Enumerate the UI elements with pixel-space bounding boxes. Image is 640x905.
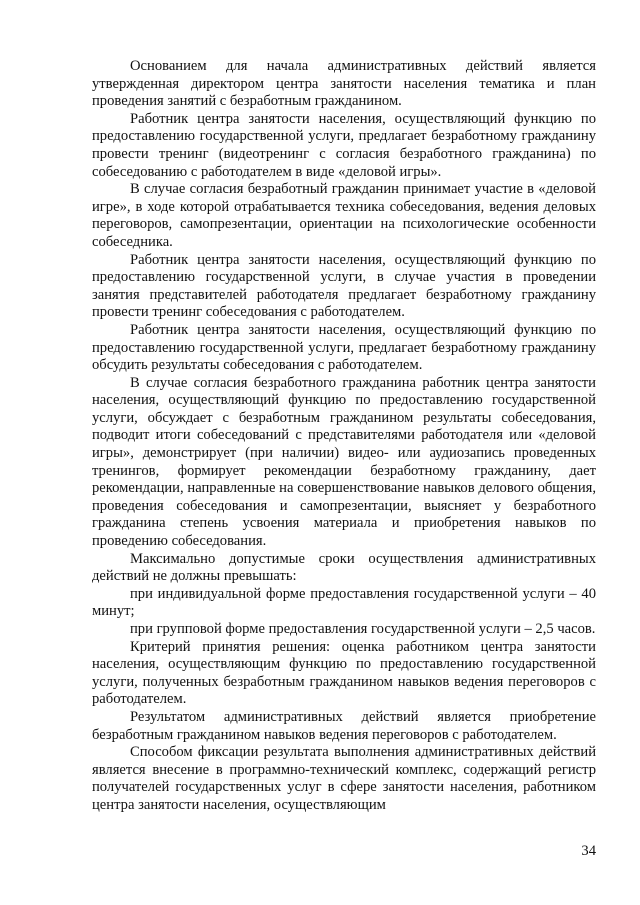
paragraph-consent-discussion: В случае согласия безработного гражданина работник центра занятости населения, осуществляющий функцию по предоставлению государственной услуги, обсуждает с безработным гражданином результаты собеседования, подводит итоги собеседований с представителями работодателя или «деловой игры», демонстрирует (при наличии) видео- или аудиозапись проведенных тренингов, формирует рекомендации безработному гражданину, дает рекомендации, направленные на совершенствование навыков делового общения, проведения собеседования и самопрезентации, выясняет у безработного гражданина степень усвоения материала и приобретения навыков по проведению собеседования. (92, 374, 596, 550)
paragraph-max-duration: Максимально допустимые сроки осуществления административных действий не должны превышать: (92, 550, 596, 585)
paragraph-offer-training: Работник центра занятости населения, осуществляющий функцию по предоставлению государственной услуги, предлагает безработному гражданину провести тренинг (видеотренинг с согласия безработного гражданина) по собеседованию с работодателем в виде «деловой игры». (92, 110, 596, 180)
document-body (92, 58, 596, 815)
paragraph-individual-form: при индивидуальной форме предоставления государственной услуги – 40 минут; (92, 585, 596, 620)
paragraph-basis: Основанием для начала административных действий является утвержденная директором центра занятости населения тематика и план проведения занятий с безработным гражданином. (92, 58, 596, 110)
paragraph-employer-representatives: Работник центра занятости населения, осуществляющий функцию по предоставлению государственной услуги, в случае участия в проведении занятия представителей работодателя предлагает безработному гражданину провести тренинг собеседования с работодателем. (92, 251, 596, 321)
paragraph-group-form: при групповой форме предоставления государственной услуги – 2,5 часов. (130, 621, 596, 637)
paragraph-decision-criterion: Критерий принятия решения: оценка работником центра занятости населения, осуществляющим функцию по предоставлению государственной услуги, полученных безработным гражданином навыков ведения переговоров с работодателем. (92, 638, 596, 708)
paragraph-result: Результатом административных действий является приобретение безработным гражданином навыков ведения переговоров с работодателем. (92, 708, 596, 743)
paragraph-recording-method: Способом фиксации результата выполнения административных действий является внесение в программно-технический комплекс, содержащий регистр получателей государственных услуг в сфере занятости населения, работником центра занятости населения, осуществляющим (92, 744, 596, 813)
page-number: 34 (581, 843, 596, 859)
paragraph-business-game: В случае согласия безработный гражданин принимает участие в «деловой игре», в ходе которой отрабатывается техника собеседования, ведения деловых переговоров, самопрезентации, ориентации на психологические особенности собеседника. (92, 181, 596, 250)
paragraph-discuss-results: Работник центра занятости населения, осуществляющий функцию по предоставлению государственной услуги, предлагает безработному гражданину обсудить результаты собеседования с работодателем. (92, 321, 596, 374)
